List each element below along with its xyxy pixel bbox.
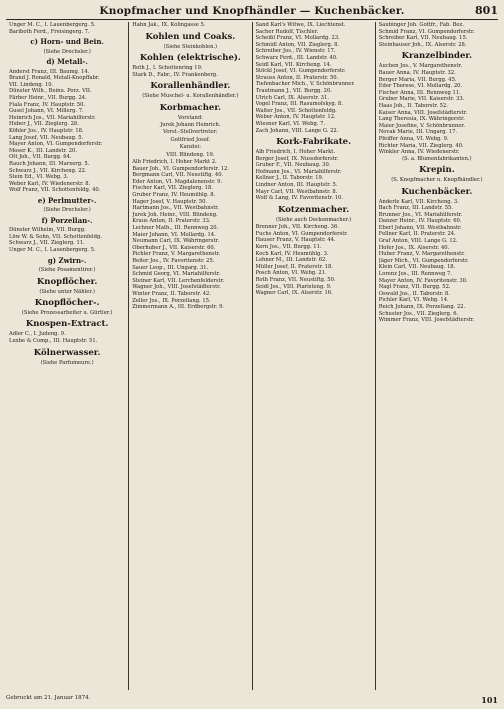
directory-entry: Gruber Franz, IV. Heumühlg. 8.	[132, 192, 216, 198]
directory-entry: Danzer Heinr., IV. Hauptstr. 60.	[378, 218, 462, 225]
section-heading: Kohlen (elektrische).	[139, 53, 241, 63]
section-heading: Kohlen und Coaks.	[145, 31, 236, 42]
directory-entry: Maier Josefine, V. Schönbrunner.	[378, 122, 465, 129]
directory-entry: Huber Franz, V. Margarethenstr.	[378, 251, 465, 258]
section-note: Gottfried Josef.	[170, 136, 211, 143]
page-footer	[6, 695, 498, 705]
directory-entry: Sauer Leop., III. Ungarg. 31.	[132, 264, 209, 271]
directory-entry: Oswald Jos., II. Taborstr. 8.	[378, 290, 451, 297]
directory-entry: Bariboth Ferd., Freisingerg. 7.	[9, 28, 90, 35]
directory-entry: Luxbe & Comp., III. Hauptstr. 51.	[9, 337, 98, 344]
directory-entry: Bauer Anna, IV. Hauptstr. 32.	[378, 69, 456, 76]
section-note: (Siehe Drechsler.)	[43, 207, 91, 214]
section-note: Vorst.-Stellvertreter:	[163, 129, 218, 136]
directory-entry: Scheibl Franz, VI. Mollardg. 23.	[255, 35, 340, 42]
section-note: VIII. Blindeng. 19.	[166, 151, 215, 158]
directory-entry: Brenner Joh., VII. Kircheng. 36.	[255, 224, 339, 231]
directory-entry: Pfeiffer Anna, VI. Webg. 9.	[378, 135, 449, 142]
directory-entry: Bergmann Carl, VII. Neustiftg. 40.	[132, 172, 224, 179]
directory-entry: Alb Friedrich, I. Hoher Markt 2.	[132, 159, 217, 166]
page-title: Knopfmacher und Knopfhändler — Kuchenbäcker.	[99, 5, 405, 17]
section-note: (Siehe Steinkohlen.)	[163, 43, 218, 50]
directory-entry: Roth J., I. Schottenring 19.	[132, 65, 203, 71]
directory-entry: Rauch Johann, III. Marxerg. 5.	[9, 160, 90, 167]
directory-entry: Stark D., Fabr., IV. Frankenberg.	[132, 71, 218, 78]
column-1	[6, 22, 129, 690]
column-2	[129, 22, 252, 690]
directory-entry: Zach Johann, VIII. Lange G. 22.	[255, 127, 339, 134]
directory-entry: Reiter Jos., IV. Favoritenstr. 25.	[132, 257, 215, 264]
section-heading: g) Zwirn-.	[47, 255, 87, 265]
directory-entry: Steinhauser Joh., IX. Alserstr. 28.	[378, 41, 467, 48]
section-heading: d) Metall-.	[46, 57, 88, 67]
section-note: Vorstand:	[177, 114, 203, 121]
directory-entry: Posch Anton, VI. Webg. 21.	[255, 270, 327, 277]
directory-entry: Novak Marie, III. Ungarg. 17.	[378, 129, 458, 136]
directory-entry: Schmid Franz, VI. Gumpendorferstr.	[378, 28, 475, 35]
directory-entry: Schwarz Ferd., III. Landstr. 40.	[255, 54, 338, 61]
directory-entry: Anderle Karl, VII. Kircheng. 3.	[378, 198, 459, 205]
directory-entry: Hofer Jos., IX. Alserstr. 40.	[378, 244, 450, 251]
directory-entry: Schmidl Anton, VII. Zieglerg. 8.	[255, 41, 340, 48]
section-note: Jurek Johann Heinrich.	[160, 122, 221, 128]
directory-entry: Hauser Franz, V. Hauptstr. 44.	[255, 237, 336, 244]
directory-entry: Brunner Jos., VI. Mariahilferstr.	[378, 211, 463, 218]
directory-entry: Jäger Mich., VI. Gumpendorferstr.	[378, 257, 469, 264]
directory-entry: Gruber F., VII. Neubaug. 30.	[255, 162, 331, 169]
directory-entry: Klein Carl, VII. Neubaug. 18.	[378, 264, 456, 271]
column-4	[376, 22, 498, 690]
directory-entry: Kaiser Anna, VIII. Josefstädterstr.	[378, 109, 468, 116]
section-note: (Siehe Parfumeure.)	[40, 359, 94, 366]
directory-entry: Eder Therese, VI. Mollardg. 20.	[378, 83, 463, 90]
directory-entry: Wiesner Karl, VI. Webg. 7.	[255, 120, 326, 127]
directory-entry: Hahn Jak., IX. Kolingasse 5.	[132, 22, 206, 28]
directory-entry: Koch Karl, IV. Heumühlg. 3.	[255, 250, 329, 257]
directory-entry: Weber Anton, IV. Hauptstr. 12.	[255, 114, 336, 121]
columns	[6, 22, 498, 690]
directory-entry: Färber Heinr., VII. Burgg. 24.	[9, 94, 87, 101]
directory-entry: Gusel Johann, VI. Millerg. 7.	[9, 108, 84, 115]
directory-entry: Berger Maria, VII. Burgg. 45.	[378, 76, 457, 83]
directory-entry: Hager Josef, V. Hauptstr. 50.	[132, 198, 208, 205]
directory-entry: Reich Johann, IX. Porzellang. 22.	[378, 304, 466, 310]
directory-entry: Haas Joh., II. Taborstr. 52.	[378, 102, 448, 109]
section-note: (Siehe auch Deckenmacher.)	[275, 216, 352, 223]
section-heading: Kranzelbinder.	[401, 51, 473, 62]
directory-entry: Schwarz J., VII. Kircheng. 22.	[9, 167, 87, 174]
directory-entry: Bauer Joh., VI. Gumpendorferstr. 12.	[132, 165, 230, 172]
directory-entry: Lorenz Jos., III. Rennweg 7.	[378, 271, 452, 278]
directory-entry: Richter Maria, VII. Zieglerg. 40.	[378, 142, 464, 149]
directory-entry: Lechner Math., III. Rennweg 20.	[132, 224, 219, 231]
section-note: (Siehe unter Nähler.)	[39, 288, 95, 295]
directory-entry: Trautmann J., VII. Burgg. 20.	[255, 87, 332, 94]
section-heading: Knopflöcher-.	[34, 297, 100, 308]
section-note: (Siehe Prozessarbeiter u. Gürtler.)	[21, 309, 113, 316]
directory-entry: Hofmann Jos., VI. Mariahilferstr.	[255, 168, 342, 175]
directory-entry: Wimmer Franz, VIII. Josefstädterstr.	[378, 317, 475, 324]
directory-entry: Walter Jos., VII. Schottenfeldg.	[255, 107, 337, 114]
directory-entry: Schwarz J., VII. Zieglerg. 11.	[9, 240, 85, 247]
page-header	[6, 4, 498, 20]
directory-entry: Weber Karl, IV. Wiedenerstr. 8.	[9, 180, 91, 187]
directory-entry: Eder Anton, VI. Magdalenenstr. 9.	[132, 178, 223, 185]
directory-entry: Wagner Carl, IX. Alserstr. 16.	[255, 290, 333, 297]
section-heading: Korbmacher.	[159, 102, 221, 113]
directory-entry: Ott Joh., VII. Burgg. 64.	[9, 154, 72, 161]
directory-entry: Auchen Jos., V. Margarethenstr.	[378, 63, 463, 70]
directory-entry: Strauss Anton, II. Praterstr. 50.	[255, 74, 339, 81]
directory-entry: Vogel Franz, III. Rasumofskyg. 8.	[255, 101, 343, 108]
section-heading: Korallenhändler.	[150, 81, 231, 92]
directory-entry: Gruber Marie, VII. Kaiserstr. 33.	[378, 96, 465, 103]
directory-entry: Winter Franz, II. Taborstr. 42.	[132, 290, 211, 297]
section-heading: Kotzenmacher.	[278, 204, 350, 215]
directory-entry: Kellner J., II. Taborstr. 19.	[255, 175, 324, 182]
directory-entry: Moser K., III. Landstr. 20.	[9, 147, 77, 154]
directory-entry: Kraus Anton, II. Praterstr. 33.	[132, 218, 211, 225]
directory-entry: Fischer Anna, III. Rennweg 11.	[378, 89, 461, 96]
section-heading: Krepin.	[419, 165, 455, 176]
section-heading: Kölnerwasser.	[33, 347, 101, 358]
directory-entry: Eberl Johann, VII. Westbahnstr.	[378, 224, 462, 231]
directory-entry: Wolf Franz, VII. Schottenfeldg. 40.	[9, 187, 101, 194]
directory-entry: Nagl Franz, VII. Burgg. 52.	[378, 284, 451, 291]
directory-entry: Huber J., VII. Zieglerg. 28.	[9, 121, 79, 128]
section-heading: f) Porzellan-.	[41, 215, 93, 225]
directory-entry: Heinrich Jos., VII. Mariahilferstr.	[9, 114, 96, 121]
directory-entry: Adler C., I. Judeng. 9.	[9, 331, 66, 338]
directory-entry: Pichler Franz, V. Margarethenstr.	[132, 251, 221, 258]
section-heading: e) Perlmutter-.	[37, 195, 97, 205]
directory-entry: Jurek Joh. Heinr., VIII. Blindeng.	[132, 211, 218, 218]
directory-entry: Schuster Jos., VII. Zieglerg. 6.	[378, 310, 459, 317]
directory-entry: Wagner Joh., VIII. Josefstädterstr.	[132, 284, 221, 291]
directory-entry: Neumann Carl, IX. Währingerstr.	[132, 238, 220, 245]
directory-entry: Brand J. Ronald, Metall-Knopffabr.	[9, 75, 100, 82]
directory-entry: Oberhuber J., VII. Kaiserstr. 60.	[132, 244, 216, 251]
directory-entry: Lindner Anton, III. Hauptstr. 5.	[255, 182, 338, 189]
section-heading: Knospen-Extract.	[25, 319, 109, 330]
directory-entry: Sand Karl's Witwe, IX. Liechtenst.	[255, 22, 346, 28]
directory-entry: Alb Friedrich, I. Hoher Markt.	[255, 149, 335, 156]
section-heading: c) Horn- und Bein.	[30, 37, 104, 47]
section-heading: Knopflöcher.	[36, 276, 98, 287]
directory-entry: Mayer Anton, IV. Favoritenstr. 30.	[378, 277, 468, 284]
directory-entry: Fuchs Anton, VI. Gumpendorferstr.	[255, 230, 348, 237]
directory-entry: Schreiber Jos., IV. Wienstr. 17.	[255, 48, 336, 55]
directory-entry: Kern Jos., VII. Burgg. 11.	[255, 244, 322, 251]
section-note: (S. a. Blumenfabrikanten.)	[402, 155, 472, 162]
section-note: (S. Knopfmacher u. Knopfhändler.)	[391, 177, 483, 184]
directory-entry: Müller Josef, II. Praterstr. 18.	[255, 263, 333, 270]
footer-page-number: 101	[481, 695, 498, 705]
directory-entry: Winkler Anna, IV. Wiedenerstr.	[378, 149, 460, 156]
directory-entry: Bach Franz, III. Landstr. 55.	[378, 205, 453, 212]
page-number: 801	[475, 4, 498, 17]
section-note: (Siehe Posamentirer.)	[38, 267, 96, 274]
directory-entry: Anderst Franz, III. Baumg. 14.	[9, 68, 90, 75]
directory-entry: Sacher Rudolf, Tischler.	[255, 28, 319, 35]
directory-entry: Seidl Karl, VII. Kircheng. 14.	[255, 61, 332, 68]
directory-entry: Fischer Karl, VII. Zieglerg. 18.	[132, 185, 213, 192]
column-3	[253, 22, 376, 690]
directory-entry: Fellner Karl, II. Praterstr. 24.	[378, 231, 456, 238]
section-note: Kanzlei:	[179, 144, 201, 151]
directory-entry: Löw W. & Sohn, VII. Schottenfeldg.	[9, 233, 102, 240]
section-note: (Siehe Muschel- u. Korallenhändler.)	[142, 93, 239, 100]
directory-entry: Graf Anton, VIII. Lange G. 12.	[378, 238, 458, 245]
section-heading: Kuchenbäcker.	[401, 186, 473, 197]
directory-entry: Unger M. C., I. Lauenbergerg. 5.	[9, 22, 96, 28]
directory-entry: Berger Josef, IX. Nussdorferstr.	[255, 155, 339, 162]
directory-entry: Stein Ed., VI. Webg. 3.	[9, 174, 69, 181]
directory-entry: Saubinger Joh. Gottfr., Fab. Bez.	[378, 22, 464, 28]
directory-entry: Unger M. C., I. Lauenbergerg. 5.	[9, 247, 96, 254]
directory-entry: Tiefenbacher Mich., V. Schönbrunner.	[255, 81, 355, 88]
directory-entry: VII. Lindeng. 10.	[9, 81, 54, 88]
directory-entry: Schreiber Karl, VII. Neubaug. 15.	[378, 35, 468, 42]
directory-entry: Steiner Karl, VII. Lerchenfelderstr.	[132, 277, 225, 284]
directory-entry: Roth Franz, VII. Neustiftg. 50.	[255, 277, 336, 283]
directory-entry: Köhler Jos., IV. Hauptstr. 18.	[9, 127, 84, 134]
print-date: Gebruckt am 21. Januar 1874.	[6, 695, 91, 701]
directory-entry: Dünster Wilhelm, VII. Burgg.	[9, 227, 86, 234]
directory-entry: Mayer Anton, VI. Gumpendorferstr.	[9, 141, 103, 148]
section-note: (Siehe Drechsler.)	[43, 48, 91, 55]
directory-entry: Lang Theresia, IX. Währingerstr.	[378, 116, 465, 123]
directory-entry: Zeller Jos., IX. Porzellang. 15.	[132, 297, 211, 304]
directory-entry: Mayr Carl, VII. Westbahnstr. 8.	[255, 188, 338, 195]
directory-entry: Zimmermann A., III. Erdbergstr. 9.	[132, 304, 225, 311]
directory-entry: Lang Josef, VII. Neubaug. 5.	[9, 134, 84, 141]
directory-entry: Dünster Wilh., Beinu. Porz. VII.	[9, 88, 92, 95]
directory-entry: Ulrich Carl, IX. Alserstr. 31.	[255, 94, 329, 101]
section-heading: Kork-Fabrikate.	[276, 137, 352, 148]
directory-entry: Fiala Franz, IV. Hauptstr. 50.	[9, 101, 86, 108]
directory-entry: Schmid Georg, VI. Mariahilferstr.	[132, 271, 221, 278]
directory-entry: Lehner M., III. Landstr. 62.	[255, 257, 328, 264]
directory-entry: Wolf & Lang, IV. Favoritenstr. 10.	[255, 195, 344, 202]
directory-entry: Seidl Jos., VIII. Piaristeng. 9.	[255, 283, 332, 290]
directory-entry: Hartmann Jos., VII. Westbahnstr.	[132, 205, 219, 212]
directory-entry: Pichler Karl, VI. Webg. 14.	[378, 297, 449, 304]
directory-entry: Stöckl Josef, VI. Gumpendorferstr.	[255, 68, 346, 75]
directory-entry: Maier Johann, VI. Mollardg. 14.	[132, 231, 216, 238]
